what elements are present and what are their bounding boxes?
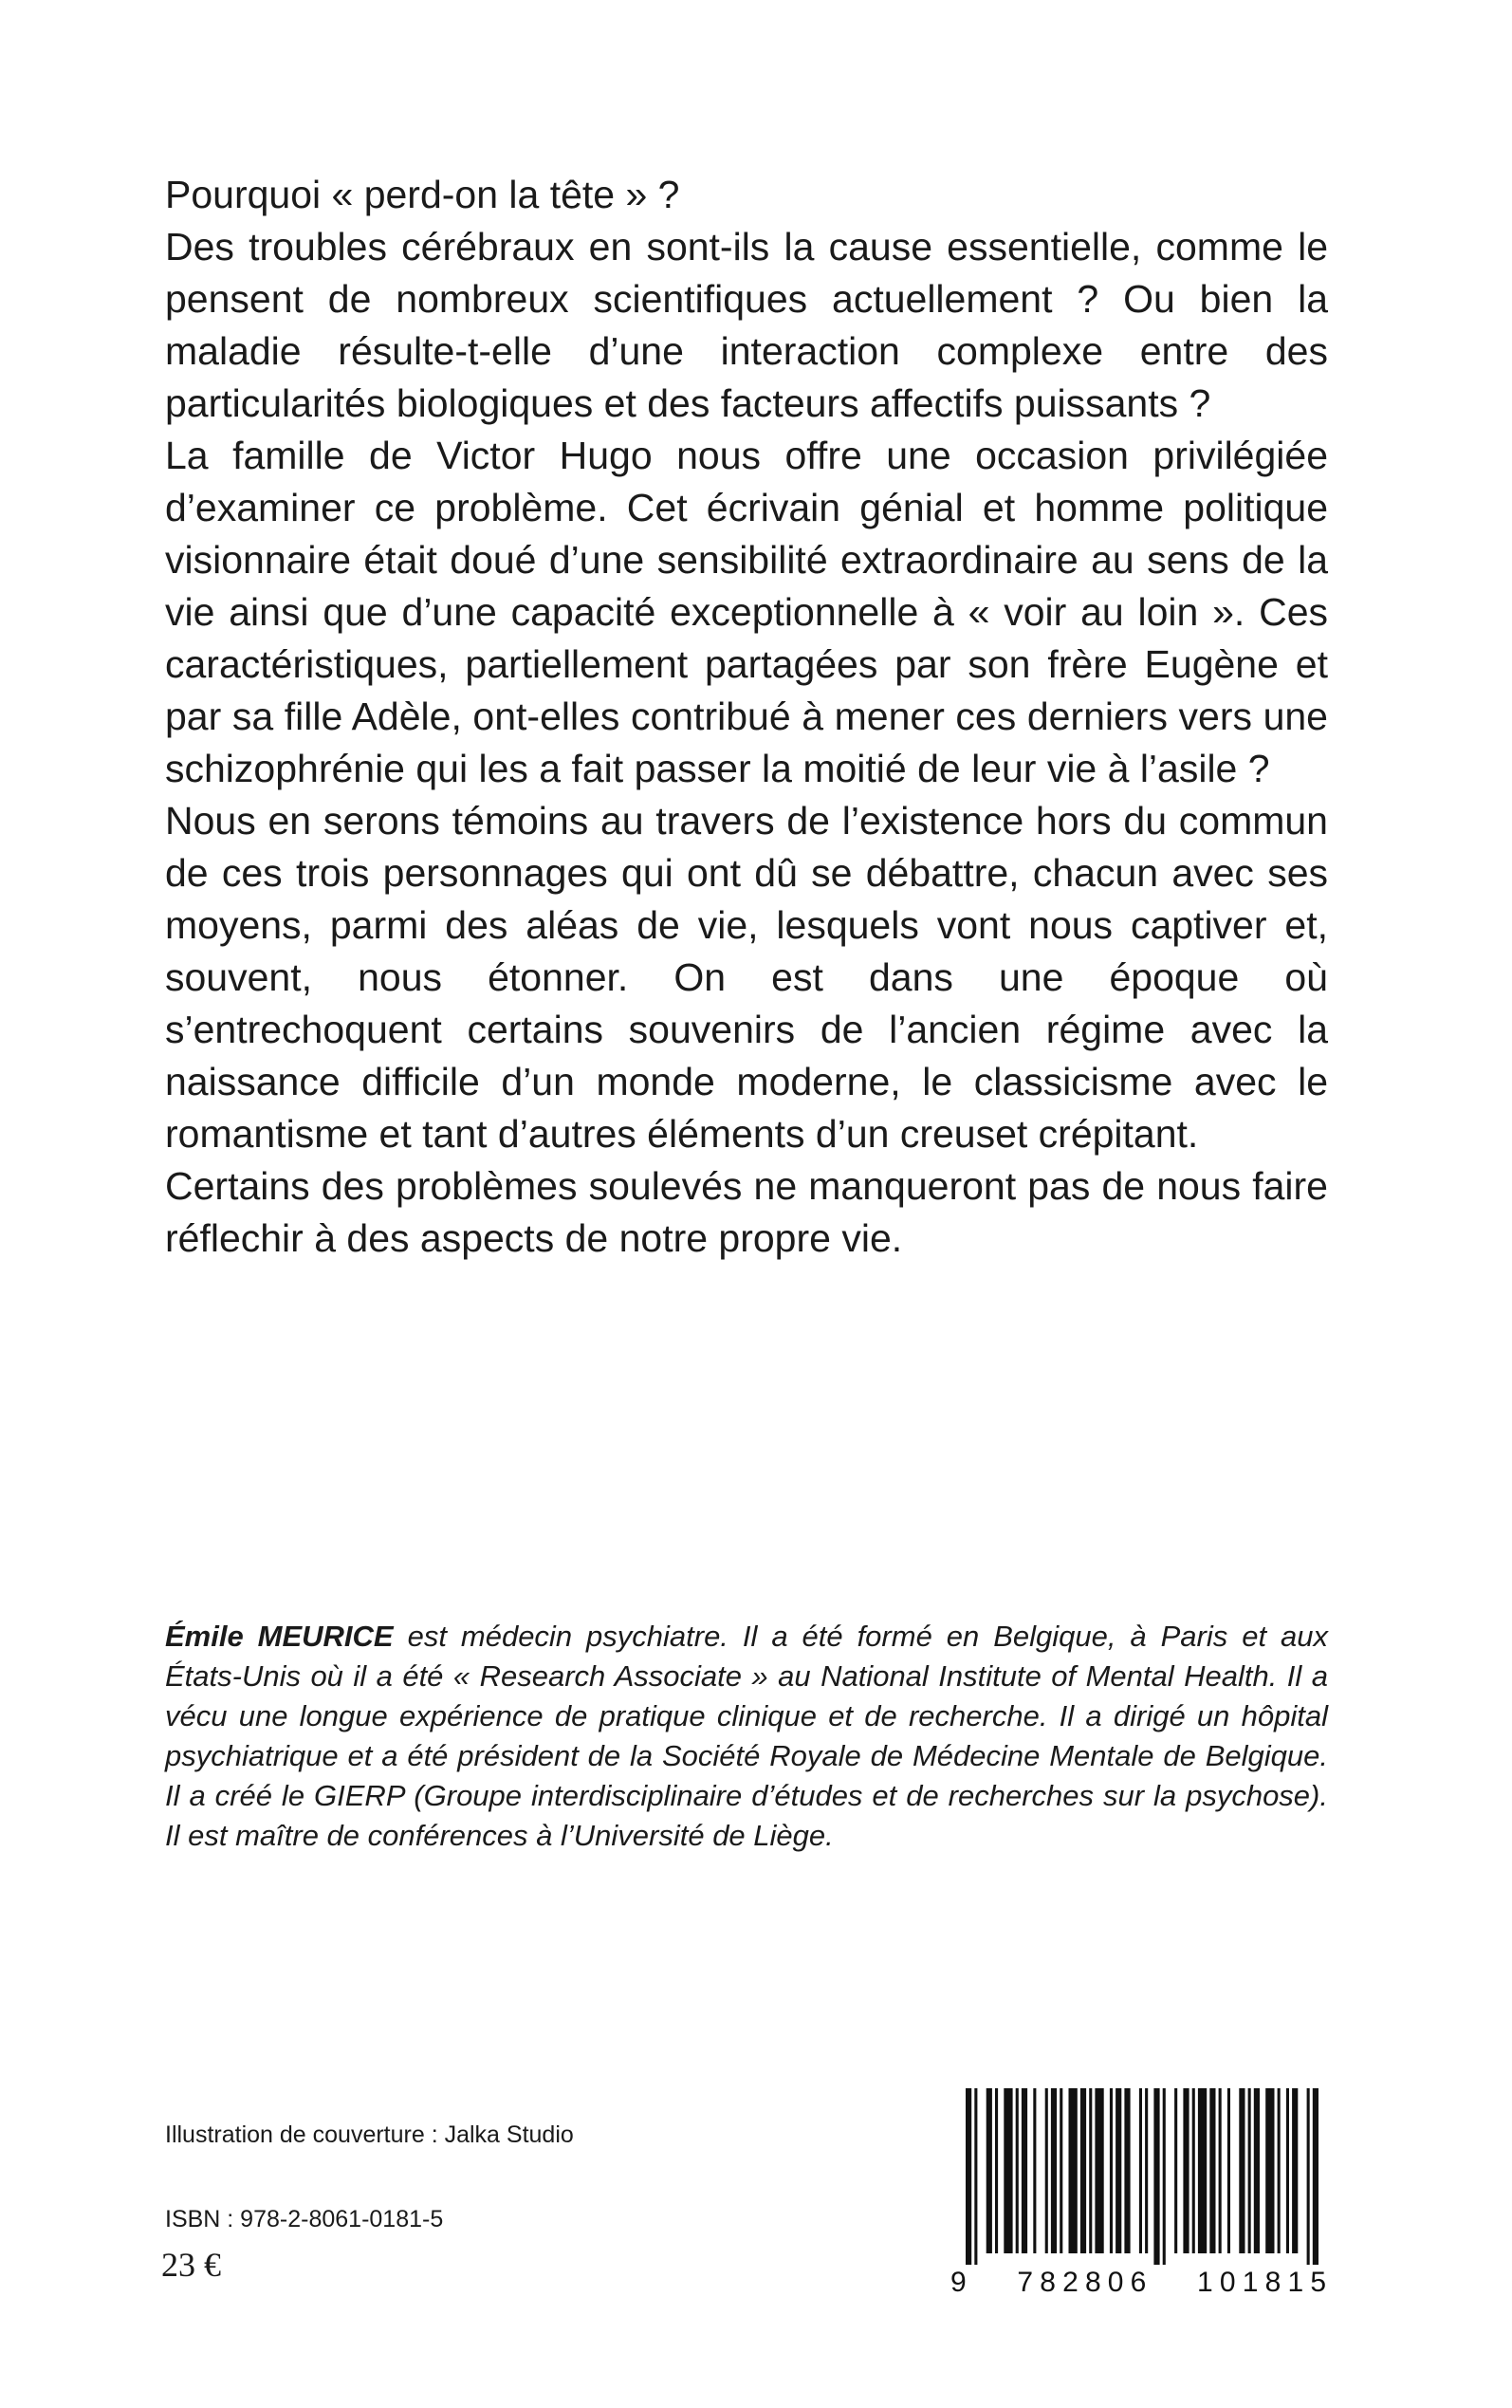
barcode-bar xyxy=(1080,2088,1086,2253)
barcode-bar xyxy=(1248,2088,1251,2253)
barcode-bar xyxy=(1239,2088,1245,2253)
barcode-bar xyxy=(1183,2088,1189,2253)
cover-illustration-credit: Illustration de couverture : Jalka Studio xyxy=(165,2121,574,2148)
author-bio xyxy=(165,1617,1328,1856)
barcode-bar xyxy=(1292,2088,1298,2253)
barcode-bar xyxy=(1219,2088,1222,2253)
barcode-bar xyxy=(1051,2088,1057,2253)
barcode-bar xyxy=(1060,2088,1062,2253)
barcode-bar xyxy=(1174,2088,1177,2253)
barcode-bar xyxy=(1265,2088,1274,2253)
author-bio-text: est médecin psychiatre. Il a été formé en Belgique, à Paris et aux États-Unis où il a été « Research Associate » au National Institute of Mental Health. Il a vécu une longue expérience de pratique clinique et de recherche. Il a dirigé un hôpital psychiatrique et a été président de la Société Royale de Médecine Mentale de Belgique. Il a créé le GIERP (Groupe interdisciplinaire d’études et de recherches sur la psychose). Il est maître de conférences à l’Université de Liège. xyxy=(165,1620,1328,1852)
blurb-text xyxy=(165,169,1328,1265)
barcode-bar xyxy=(966,2088,971,2265)
barcode-bar xyxy=(1307,2088,1310,2265)
price: 23 € xyxy=(161,2246,221,2284)
barcode-bar xyxy=(1192,2088,1195,2253)
isbn: ISBN : 978-2-8061-0181-5 xyxy=(165,2206,444,2232)
barcode xyxy=(943,2084,1332,2298)
barcode-graphic xyxy=(943,2084,1332,2298)
barcode-bar xyxy=(1227,2088,1230,2253)
barcode-bar xyxy=(1163,2088,1166,2265)
barcode-bar xyxy=(1198,2088,1207,2253)
barcode-bar xyxy=(1004,2088,1012,2253)
barcode-bar xyxy=(1116,2088,1121,2253)
barcode-bar xyxy=(1153,2088,1159,2265)
barcode-bar xyxy=(1139,2088,1142,2253)
barcode-digits: 9 782806 101815 xyxy=(950,2267,1326,2298)
barcode-bar xyxy=(995,2088,998,2253)
barcode-bar xyxy=(986,2088,992,2253)
barcode-bars xyxy=(966,2088,1318,2265)
blurb-paragraph-5: Certains des problèmes soulevés ne manqueront pas de nous faire réflechir à des aspects de notre propre vie. xyxy=(165,1164,1328,1260)
barcode-bar xyxy=(1286,2088,1289,2253)
barcode-bar xyxy=(1110,2088,1113,2253)
barcode-bar xyxy=(974,2088,977,2265)
blurb-paragraph-4: Nous en serons témoins au travers de l’existence hors du commun de ces trois personnages qui ont dû se débattre, chacun avec ses moyens, parmi des aléas de vie, lesquels vont nous captiver et, souvent, nous étonner. On est dans une époque où s’entrechoquent certains souvenirs de l’ancien régime avec la naissance difficile d’un monde moderne, le classicisme avec le romantisme et tant d’autres éléments d’un creuset crépitant. xyxy=(165,799,1328,1156)
blurb-paragraph-2: Des troubles cérébraux en sont-ils la cause essentielle, comme le pensent de nombreux scientifiques actuellement ? Ou bien la maladie résulte-t-elle d’une interaction complexe entre des particularités biologiques et des facteurs affectifs puissants ? xyxy=(165,225,1328,425)
barcode-bar xyxy=(1254,2088,1260,2253)
barcode-bar xyxy=(1209,2088,1215,2253)
barcode-bar xyxy=(1045,2088,1048,2253)
barcode-bar xyxy=(1089,2088,1092,2253)
barcode-bar xyxy=(1095,2088,1103,2253)
blurb-paragraph-3: La famille de Victor Hugo nous offre une occasion privilégiée d’examiner ce problème. Cet écrivain génial et homme politique visionnaire était doué d’une sensibilité extraordinaire au sens de la vie ainsi que d’une capacité exceptionnelle à « voir au loin ». Ces caractéristiques, partiellement partagées par son frère Eugène et par sa fille Adèle, ont-elles contribué à mener ces derniers vers une schizophrénie qui les a fait passer la moitié de leur vie à l’asile ? xyxy=(165,434,1328,790)
author-name: Émile MEURICE xyxy=(165,1620,394,1653)
barcode-bar xyxy=(1022,2088,1027,2253)
barcode-bar xyxy=(1069,2088,1078,2253)
barcode-bar xyxy=(1016,2088,1019,2253)
barcode-bar xyxy=(1033,2088,1036,2253)
blurb-paragraph-1: Pourquoi « perd-on la tête » ? xyxy=(165,173,680,216)
barcode-bar xyxy=(1278,2088,1281,2253)
barcode-bar xyxy=(1124,2088,1130,2253)
barcode-bar xyxy=(1145,2088,1148,2253)
barcode-bar xyxy=(1313,2088,1318,2265)
